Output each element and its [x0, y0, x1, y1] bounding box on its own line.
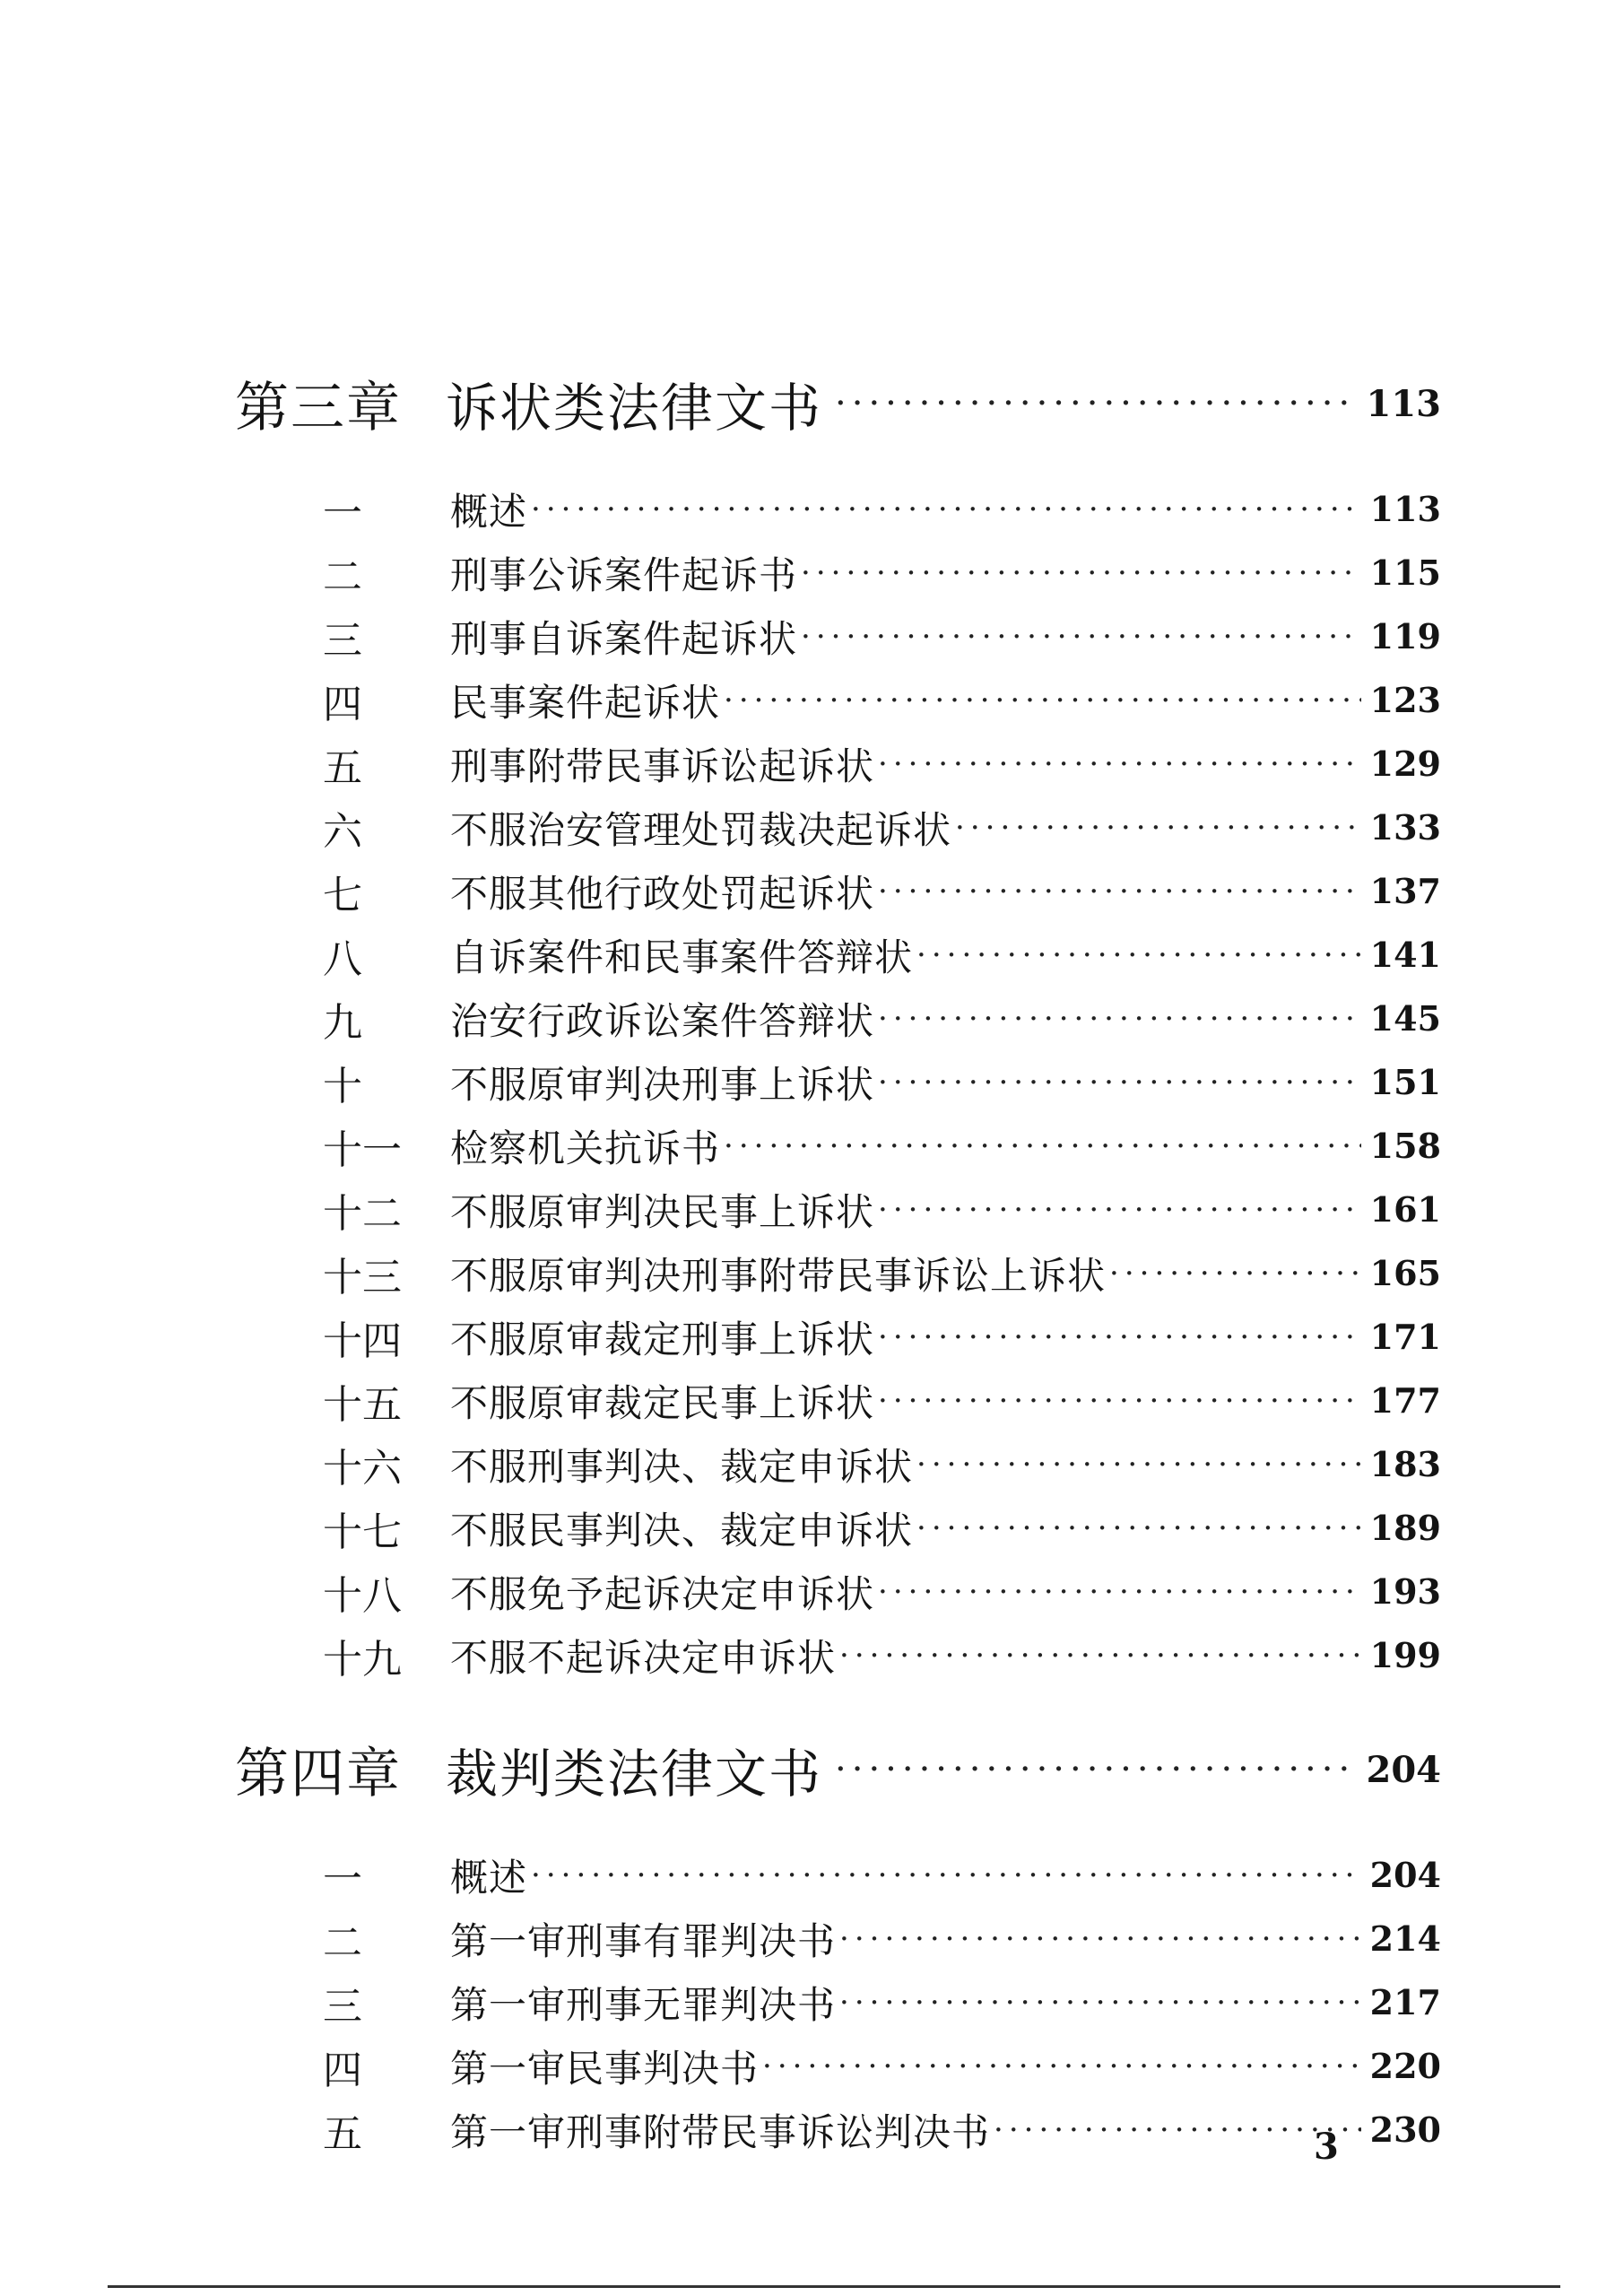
section-title: 治安行政诉讼案件答辩状: [450, 998, 875, 1043]
section-number: 二: [323, 553, 362, 600]
section-title: 不服免予起诉决定申诉状: [450, 1571, 875, 1616]
toc-entry: [235, 923, 1441, 987]
section-page-number: 220: [1369, 2046, 1441, 2086]
dot-leader: [955, 810, 1361, 846]
section-number: 二: [323, 1919, 362, 1966]
chapter-page-number: 204: [1366, 1748, 1441, 1791]
toc-entry: [235, 1114, 1441, 1178]
section-page-number: 129: [1369, 744, 1441, 784]
section-page-number: 151: [1369, 1062, 1441, 1102]
toc-entry: [235, 1623, 1441, 1687]
page-number: 3: [1314, 2126, 1339, 2168]
section-page-number: 177: [1369, 1380, 1441, 1421]
section-number: 八: [323, 935, 362, 982]
section-page-number: 113: [1369, 489, 1441, 529]
section-number: 一: [323, 1856, 362, 1902]
section-number: 十七: [323, 1509, 402, 1555]
dot-leader: [839, 1985, 1361, 2021]
toc-entry: [235, 1970, 1441, 2034]
toc-entry: [235, 1050, 1441, 1114]
section-page-number: 171: [1369, 1317, 1441, 1357]
section-title: 概述: [450, 1855, 528, 1900]
dot-leader: [878, 1001, 1361, 1037]
section-page-number: 183: [1369, 1444, 1441, 1484]
section-page-number: 141: [1369, 935, 1441, 975]
chapter-page-number: 113: [1366, 382, 1441, 425]
dot-leader: [839, 1921, 1361, 1957]
section-number: 十: [323, 1063, 362, 1109]
section-page-number: 158: [1369, 1126, 1441, 1166]
toc-entry: [235, 859, 1441, 923]
dot-leader: [531, 1857, 1361, 1893]
toc-entry: [235, 1305, 1441, 1369]
section-page-number: 145: [1369, 998, 1441, 1039]
section-title: 第一审刑事无罪判决书: [450, 1982, 837, 2027]
section-page-number: 230: [1369, 2109, 1441, 2150]
section-number: 十四: [323, 1318, 402, 1364]
section-title: 检察机关抗诉书: [450, 1126, 721, 1170]
section-number: 四: [323, 2047, 362, 2093]
section-title: 不服不起诉决定申诉状: [450, 1635, 837, 1680]
chapter-number: 第三章: [235, 377, 402, 439]
toc-entry: [235, 541, 1441, 604]
section-page-number: 189: [1369, 1508, 1441, 1548]
section-title: 刑事附带民事诉讼起诉状: [450, 744, 875, 788]
dot-leader: [878, 1383, 1361, 1419]
bottom-rule: [108, 2285, 1560, 2288]
table-of-contents: [235, 350, 1441, 2190]
chapter-heading: [235, 350, 1441, 457]
section-title: 不服原审判决刑事附带民事诉讼上诉状: [450, 1253, 1107, 1298]
section-page-number: 199: [1369, 1635, 1441, 1675]
toc-entry: [235, 2098, 1441, 2161]
section-number: 五: [323, 744, 362, 791]
dot-leader: [878, 1065, 1361, 1100]
section-title: 不服其他行政处罚起诉状: [450, 871, 875, 916]
section-number: 六: [323, 808, 362, 855]
section-page-number: 119: [1369, 616, 1441, 657]
toc-entry: [235, 1241, 1441, 1305]
toc-entry: [235, 732, 1441, 796]
chapter-title: 裁判类法律文书: [446, 1744, 823, 1805]
section-page-number: 193: [1369, 1571, 1441, 1612]
section-page-number: 204: [1369, 1855, 1441, 1895]
dot-leader: [878, 874, 1361, 909]
dot-leader: [916, 1447, 1361, 1483]
dot-leader: [835, 1749, 1353, 1790]
section-number: 十一: [323, 1126, 402, 1173]
section-page-number: 161: [1369, 1189, 1441, 1230]
dot-leader: [724, 1128, 1361, 1164]
section-number: 十二: [323, 1190, 402, 1237]
section-number: 四: [323, 681, 362, 727]
dot-leader: [878, 1574, 1361, 1610]
section-number: 十九: [323, 1636, 402, 1683]
section-number: 七: [323, 872, 362, 918]
toc-entry: [235, 796, 1441, 859]
section-page-number: 214: [1369, 1918, 1441, 1959]
chapter-number: 第四章: [235, 1743, 402, 1805]
dot-leader: [916, 1510, 1361, 1546]
dot-leader: [839, 1638, 1361, 1674]
section-page-number: 115: [1369, 552, 1441, 593]
section-page-number: 165: [1369, 1253, 1441, 1293]
dot-leader: [878, 1319, 1361, 1355]
toc-entry: [235, 1907, 1441, 1970]
dot-leader: [1109, 1256, 1361, 1292]
dot-leader: [878, 1192, 1361, 1228]
toc-entry: [235, 668, 1441, 732]
section-title: 不服原审判决刑事上诉状: [450, 1062, 875, 1107]
section-title: 第一审民事判决书: [450, 2046, 760, 2091]
chapter-title: 诉状类法律文书: [446, 378, 823, 439]
section-page-number: 217: [1369, 1982, 1441, 2022]
chapter-heading: [235, 1716, 1441, 1823]
section-title: 不服原审裁定民事上诉状: [450, 1380, 875, 1425]
section-number: 十三: [323, 1254, 402, 1300]
section-page-number: 133: [1369, 807, 1441, 848]
section-title: 不服原审判决民事上诉状: [450, 1189, 875, 1234]
dot-leader: [531, 491, 1361, 527]
section-number: 一: [323, 490, 362, 536]
section-number: 十五: [323, 1381, 402, 1428]
section-number: 五: [323, 2110, 362, 2157]
toc-entry: [235, 1843, 1441, 1907]
toc-entry: [235, 1432, 1441, 1496]
section-title: 民事案件起诉状: [450, 680, 721, 725]
section-title: 第一审刑事附带民事诉讼判决书: [450, 2109, 991, 2154]
dot-leader: [724, 683, 1361, 718]
section-number: 十八: [323, 1572, 402, 1619]
section-title: 刑事自诉案件起诉状: [450, 616, 798, 661]
toc-entry: [235, 1496, 1441, 1560]
toc-entry: [235, 987, 1441, 1050]
section-title: 不服刑事判决、裁定申诉状: [450, 1444, 914, 1489]
section-number: 三: [323, 617, 362, 664]
dot-leader: [762, 2048, 1361, 2084]
section-title: 不服治安管理处罚裁决起诉状: [450, 807, 952, 852]
section-title: 不服原审裁定刑事上诉状: [450, 1317, 875, 1361]
toc-entry: [235, 1178, 1441, 1241]
section-title: 第一审刑事有罪判决书: [450, 1918, 837, 1963]
toc-entry: [235, 1560, 1441, 1623]
toc-entry: [235, 2034, 1441, 2098]
dot-leader: [801, 619, 1361, 655]
section-title: 概述: [450, 489, 528, 534]
section-page-number: 137: [1369, 871, 1441, 911]
dot-leader: [916, 937, 1361, 973]
dot-leader: [994, 2112, 1361, 2148]
toc-entry: [235, 604, 1441, 668]
dot-leader: [801, 555, 1361, 591]
section-title: 刑事公诉案件起诉书: [450, 552, 798, 597]
section-title: 自诉案件和民事案件答辩状: [450, 935, 914, 979]
toc-entry: [235, 1369, 1441, 1432]
section-number: 九: [323, 999, 362, 1046]
section-number: 十六: [323, 1445, 402, 1492]
section-page-number: 123: [1369, 680, 1441, 720]
dot-leader: [835, 383, 1353, 424]
dot-leader: [878, 746, 1361, 782]
toc-entry: [235, 477, 1441, 541]
section-title: 不服民事判决、裁定申诉状: [450, 1508, 914, 1552]
section-number: 三: [323, 1983, 362, 2030]
